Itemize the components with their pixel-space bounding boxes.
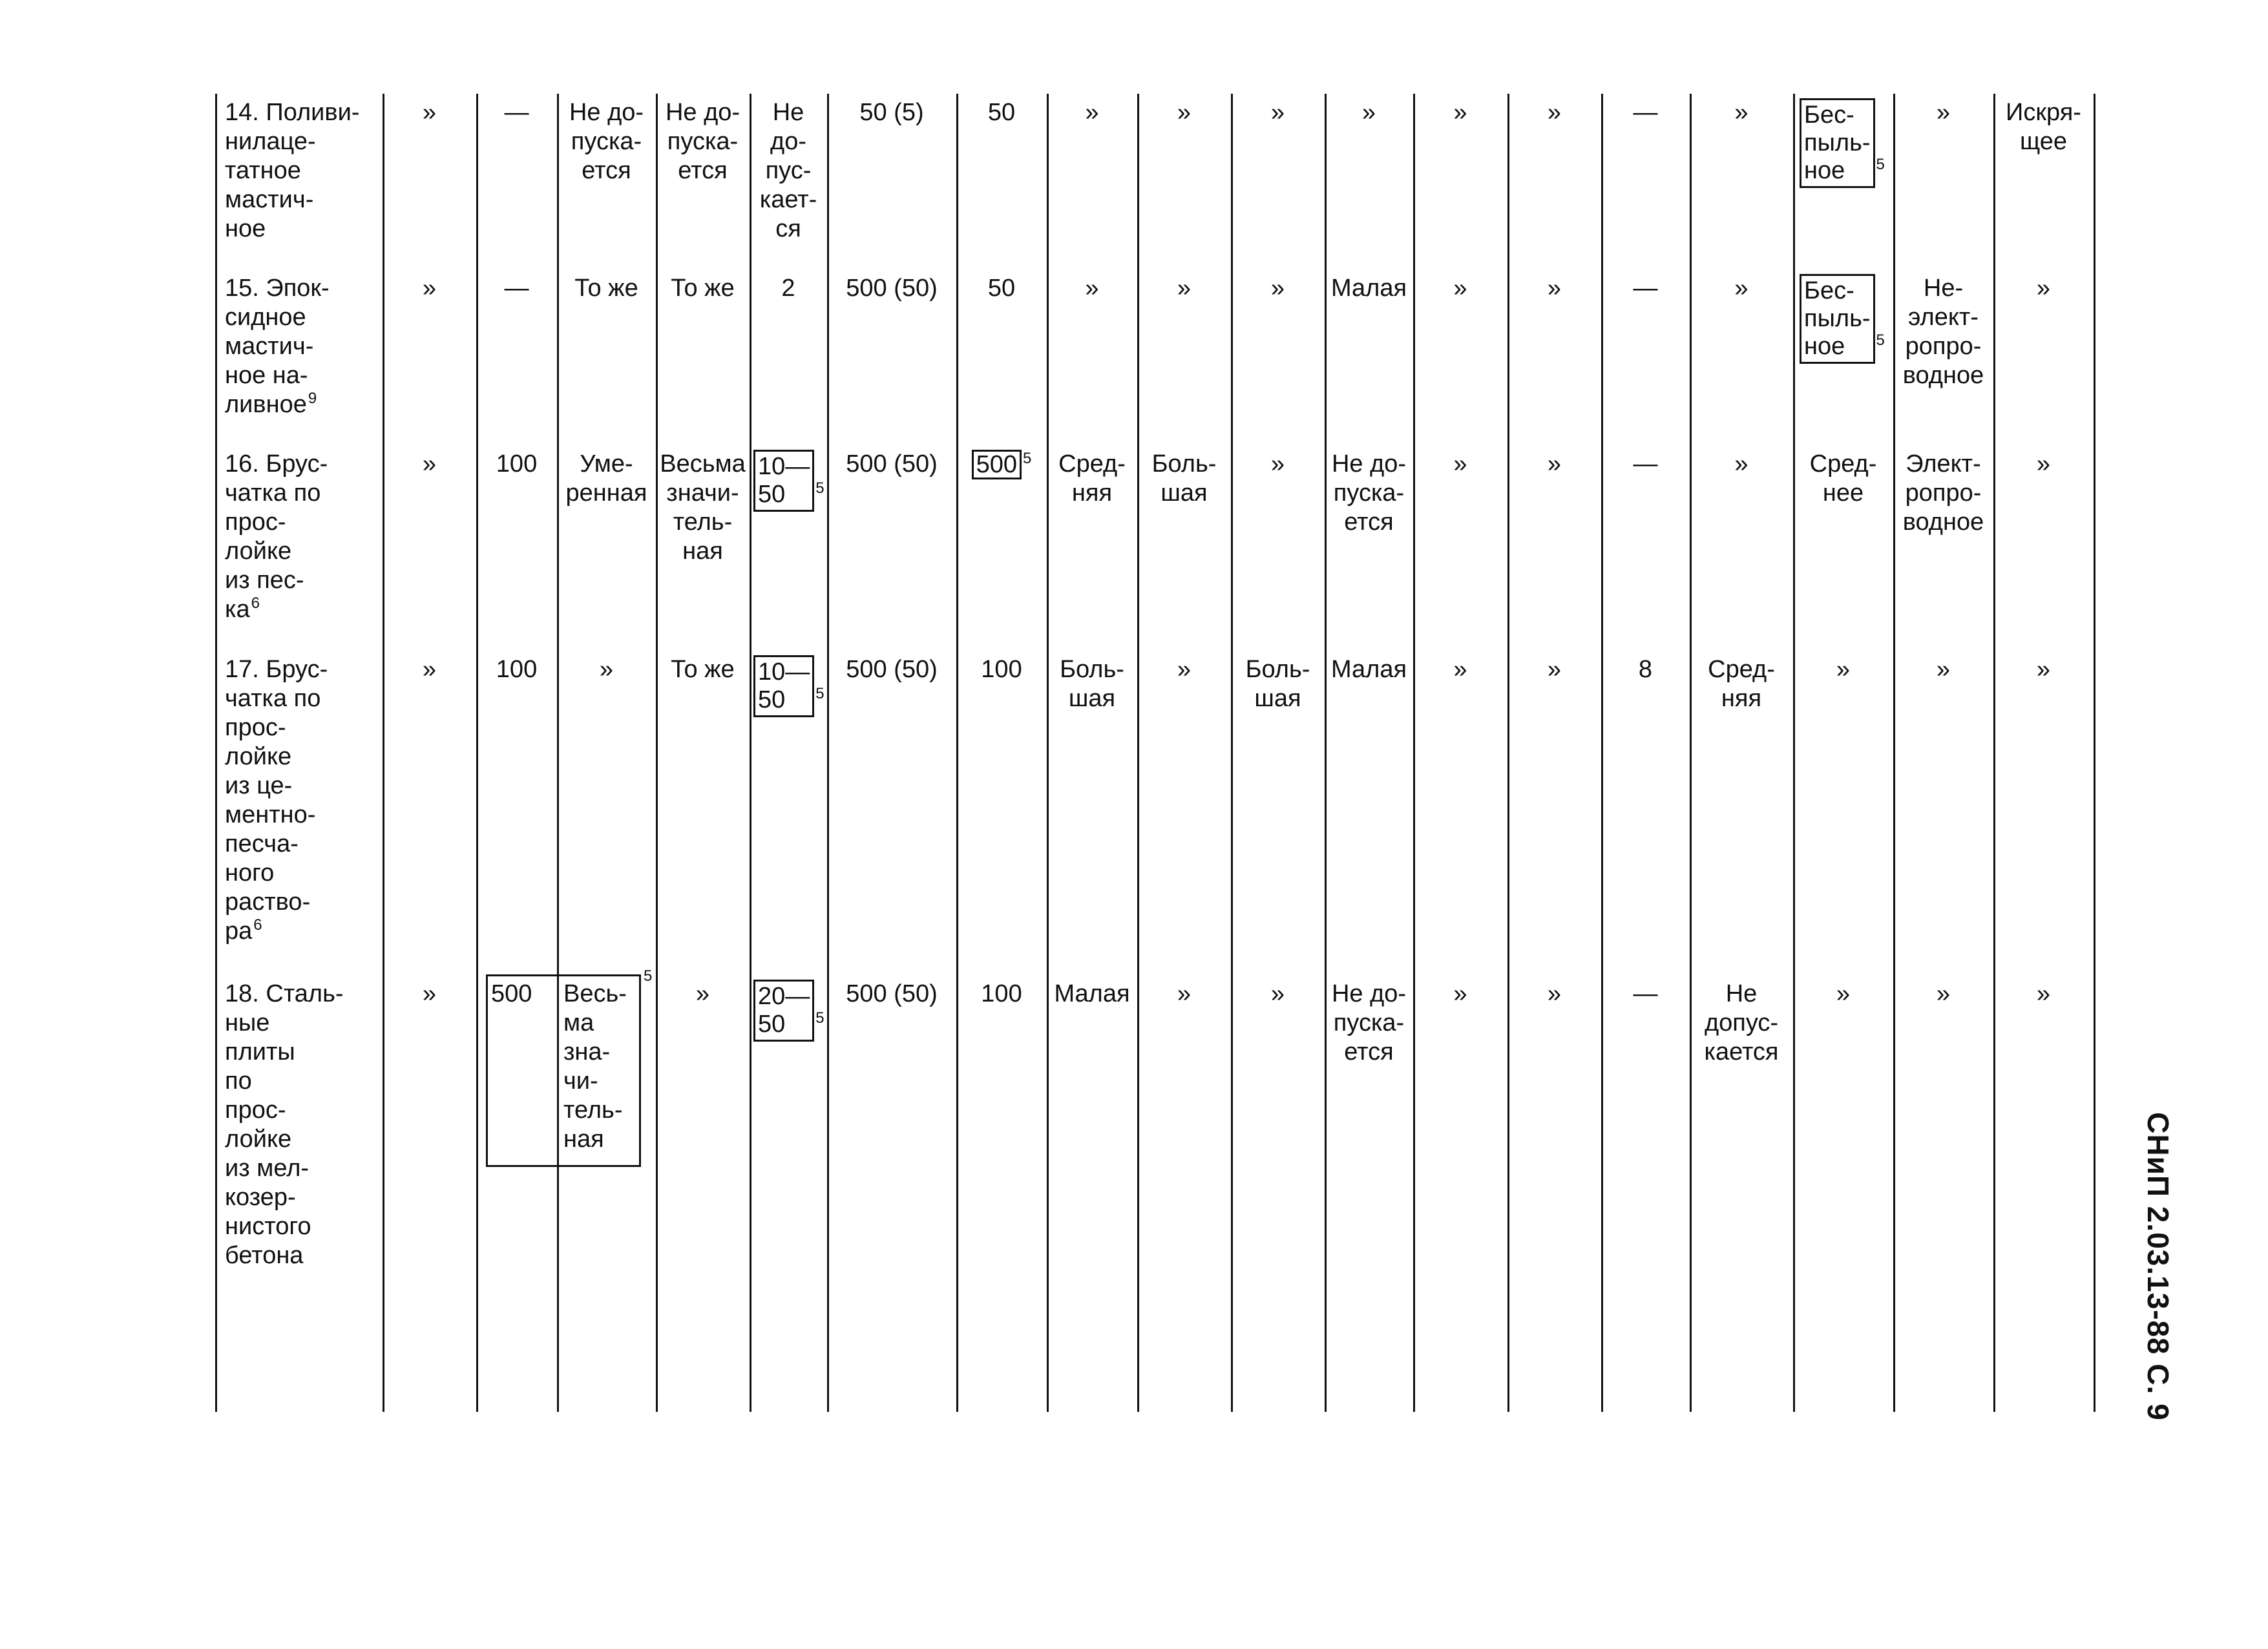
table-cell: » <box>1177 656 1192 683</box>
footnote-mark: 5 <box>1876 156 1885 174</box>
column-rule <box>2094 94 2095 1412</box>
footnote-mark: 5 <box>815 1009 824 1027</box>
table-cell: » <box>1453 980 1467 1007</box>
footnote-mark: 5 <box>644 967 653 985</box>
table-cell: » <box>1547 450 1562 478</box>
table-cell: » <box>1734 99 1748 126</box>
table-cell: » <box>1547 99 1562 126</box>
table-cell: » <box>1177 980 1192 1007</box>
table-cell: То же <box>574 275 638 302</box>
page-header: СНиП 2.03.13-88 С. 9 <box>2141 1112 2175 1421</box>
table-cell: Не- элект- ропро- водное <box>1902 275 1984 389</box>
table-cell: 50 <box>987 99 1016 126</box>
table-cell: » <box>422 99 437 126</box>
row-name: 16. Брус- чатка по прос- лойке из пес- $ка^6$ <box>225 450 328 623</box>
table-cell: То же <box>671 656 735 683</box>
footnote-mark: 6 <box>251 594 260 613</box>
table-cell: Боль- шая <box>1060 656 1124 712</box>
table-cell: » <box>1936 656 1951 683</box>
table-cell: » <box>422 980 437 1007</box>
table-cell: Сред- нее <box>1809 450 1877 507</box>
highlight-box <box>486 974 559 1167</box>
table-cell <box>1800 98 1893 188</box>
table-cell: » <box>1177 275 1192 302</box>
table-cell: Не до- пус- кает- ся <box>759 99 817 242</box>
table-cell: 100 <box>981 656 1022 683</box>
table-cell: Боль- шая <box>1151 450 1217 507</box>
footnote-mark: 5 <box>1876 331 1885 350</box>
table-cell: — <box>1633 99 1658 126</box>
table-cell: 100 <box>981 980 1022 1007</box>
boxed-value: 10— 50 <box>753 450 814 512</box>
table-cell: » <box>1270 99 1285 126</box>
table-cell: Не до- пуска- ется <box>1331 980 1407 1066</box>
table-cell: 50 <box>987 275 1016 302</box>
table-cell <box>753 655 827 717</box>
boxed-value: 500 <box>972 450 1022 479</box>
row-name: 18. Сталь- ные плиты по прос- лойке из мел- козер- нистого бетона <box>225 980 344 1269</box>
table-cell: » <box>1270 450 1285 478</box>
boxed-value: Бес- пыль- ное <box>1800 98 1875 188</box>
table-cell: Малая <box>1054 980 1130 1007</box>
table-cell: 500 (50) <box>846 275 938 302</box>
table-cell: — <box>504 275 529 302</box>
table-cell: Весьма значи- тель- ная <box>660 450 746 565</box>
table-cell: » <box>1177 99 1192 126</box>
table-cell: » <box>422 656 437 683</box>
table-cell: 8 <box>1638 656 1653 683</box>
table-cell: » <box>422 275 437 302</box>
row-name: 14. Поливи- нилаце- татное мастич- ное <box>225 99 360 242</box>
table-cell: Элект- ропро- водное <box>1902 450 1984 536</box>
table-cell: То же <box>671 275 735 302</box>
table-cell: » <box>1270 275 1285 302</box>
table-cell: » <box>2036 450 2051 478</box>
table-cell: Уме- ренная <box>565 450 647 507</box>
row-name: 17. Брус- чатка по прос- лойке из це- ментно- песча- ного раство- $ра^6$ <box>225 656 328 945</box>
table-cell: » <box>1547 275 1562 302</box>
table-cell: » <box>1547 980 1562 1007</box>
table-cell: 500 <box>491 980 532 1007</box>
table-cell: » <box>1453 450 1467 478</box>
footnote-mark: 5 <box>815 479 824 498</box>
column-rule <box>1793 94 1795 1412</box>
table-cell: Весь- ма зна- чи- тель- ная <box>563 980 627 1153</box>
row-name: 15. Эпок- сидное мастич- ное на- ливное$^9$ <box>225 275 330 418</box>
table-cell: Не до- пуска- ется <box>1331 450 1407 536</box>
table-cell: Не до- пуска- ется <box>665 99 740 184</box>
table-cell: 500 (50) <box>846 656 938 683</box>
table-cell: » <box>695 980 710 1007</box>
table-cell: » <box>1085 275 1099 302</box>
boxed-value: Бес- пыль- ное <box>1800 274 1875 364</box>
footnote-mark: 5 <box>815 685 824 703</box>
table-cell: » <box>1936 99 1951 126</box>
table-cell: » <box>1547 656 1562 683</box>
table-cell: 500 (50) <box>846 980 938 1007</box>
table-cell: — <box>1633 275 1658 302</box>
boxed-value: 10— 50 <box>753 655 814 717</box>
table-cell: Не допус- кается <box>1704 980 1779 1066</box>
table-cell <box>753 450 827 512</box>
table-cell <box>753 980 827 1042</box>
table-cell: » <box>2036 656 2051 683</box>
table-cell: 50 (5) <box>859 99 924 126</box>
table-cell: » <box>1734 450 1748 478</box>
table-cell: » <box>1085 99 1099 126</box>
table-cell: Боль- шая <box>1245 656 1310 712</box>
table-cell: » <box>1270 980 1285 1007</box>
table-cell: » <box>1836 656 1851 683</box>
table-cell: » <box>1936 980 1951 1007</box>
table-cell: » <box>1453 275 1467 302</box>
highlight-box <box>557 974 641 1167</box>
table-cell: » <box>2036 275 2051 302</box>
column-rule <box>215 94 217 1412</box>
table-cell: 100 <box>496 656 538 683</box>
table-cell: Не до- пуска- ется <box>569 99 644 184</box>
table-cell: » <box>599 656 614 683</box>
table-cell: 500 (50) <box>846 450 938 478</box>
table-cell: » <box>1453 656 1467 683</box>
table-cell: » <box>1453 99 1467 126</box>
boxed-value: 20— 50 <box>753 980 814 1042</box>
table-cell: Сред- няя <box>1708 656 1775 712</box>
table-cell: — <box>1633 980 1658 1007</box>
table-cell: Малая <box>1330 656 1407 683</box>
table-cell: Искря- щее <box>2006 99 2081 155</box>
table-cell: 100 <box>496 450 538 478</box>
footnote-mark: 6 <box>253 916 262 934</box>
table-cell <box>956 450 1047 479</box>
table-cell: » <box>422 450 437 478</box>
table-cell: Малая <box>1330 275 1407 302</box>
footnote-mark: 9 <box>308 390 317 408</box>
table-cell: Сред- няя <box>1058 450 1126 507</box>
table-cell: » <box>1836 980 1851 1007</box>
table-cell: » <box>1361 99 1376 126</box>
table-cell: » <box>2036 980 2051 1007</box>
table-cell: — <box>1633 450 1658 478</box>
table-cell <box>1800 274 1893 364</box>
table-cell: » <box>1734 275 1748 302</box>
footnote-mark: 5 <box>1023 450 1032 468</box>
table-cell: — <box>504 99 529 126</box>
table-cell: 2 <box>781 275 795 302</box>
